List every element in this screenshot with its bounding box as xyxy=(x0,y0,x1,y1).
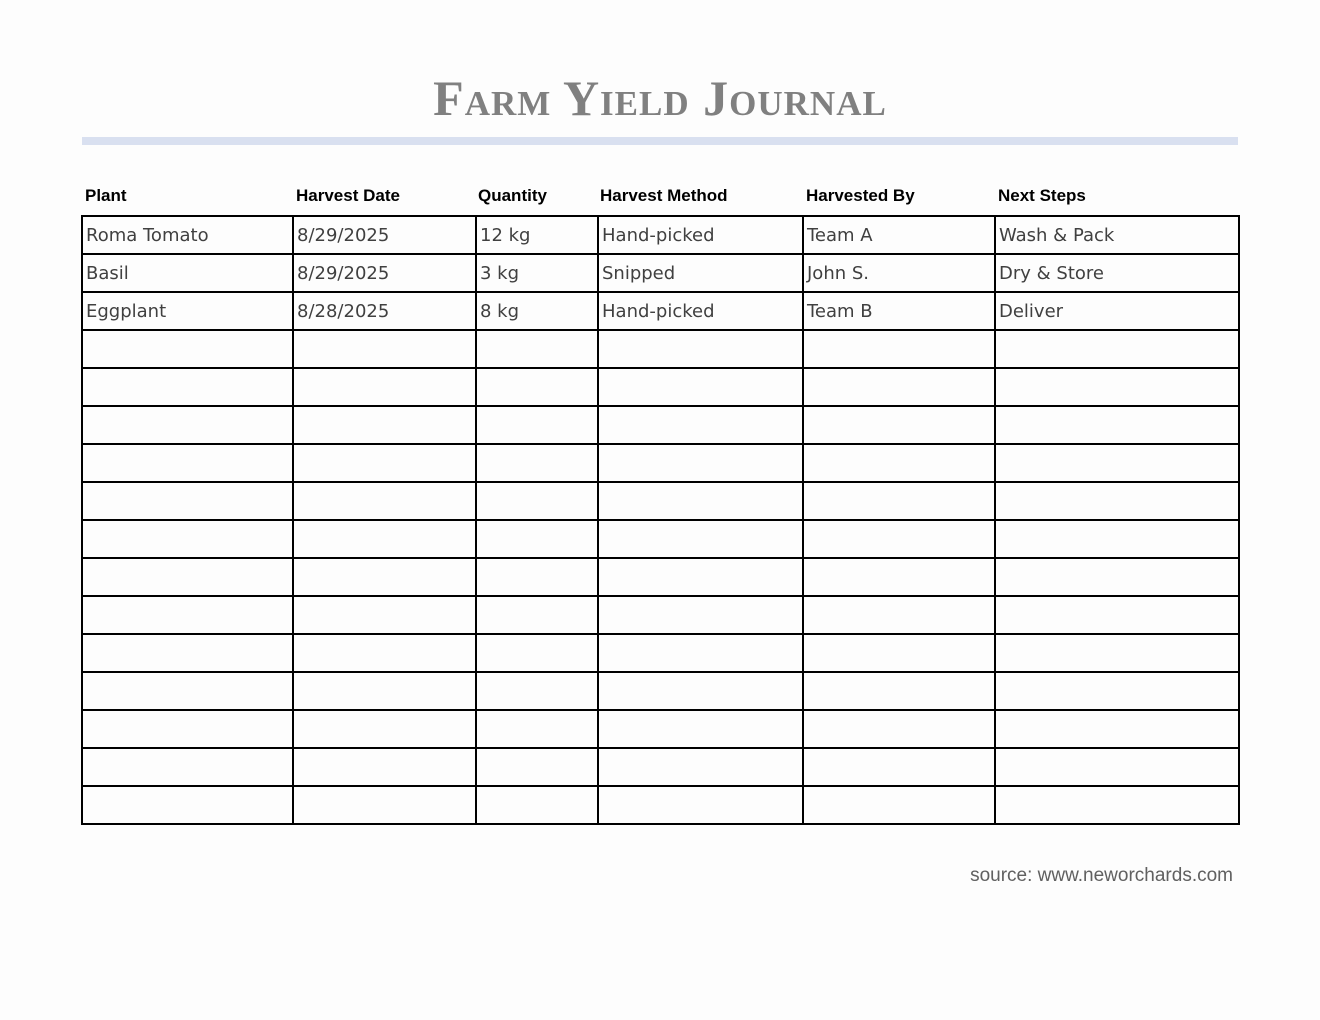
cell-plant[interactable] xyxy=(82,786,293,824)
cell-plant[interactable]: Basil xyxy=(82,254,293,292)
cell-harvest-method[interactable] xyxy=(598,596,803,634)
cell-harvested-by[interactable] xyxy=(803,330,995,368)
cell-harvest-method[interactable] xyxy=(598,444,803,482)
cell-quantity[interactable] xyxy=(476,710,598,748)
cell-next-steps[interactable] xyxy=(995,786,1239,824)
cell-harvest-method[interactable]: Snipped xyxy=(598,254,803,292)
cell-harvested-by[interactable] xyxy=(803,558,995,596)
cell-harvested-by[interactable]: Team B xyxy=(803,292,995,330)
cell-plant[interactable] xyxy=(82,558,293,596)
cell-harvest-date[interactable] xyxy=(293,710,476,748)
cell-quantity[interactable] xyxy=(476,558,598,596)
cell-harvest-method[interactable] xyxy=(598,406,803,444)
header-harvest-method: Harvest Method xyxy=(600,186,728,205)
cell-quantity[interactable]: 8 kg xyxy=(476,292,598,330)
cell-quantity[interactable]: 12 kg xyxy=(476,216,598,254)
cell-harvested-by[interactable] xyxy=(803,482,995,520)
cell-harvest-date[interactable] xyxy=(293,558,476,596)
table-row xyxy=(82,444,1239,482)
cell-next-steps[interactable] xyxy=(995,482,1239,520)
cell-quantity[interactable] xyxy=(476,786,598,824)
table-row xyxy=(82,482,1239,520)
cell-harvest-date[interactable] xyxy=(293,786,476,824)
table-row xyxy=(82,596,1239,634)
cell-harvest-method[interactable] xyxy=(598,672,803,710)
cell-harvest-method[interactable] xyxy=(598,520,803,558)
cell-plant[interactable] xyxy=(82,330,293,368)
title-divider xyxy=(82,137,1238,145)
cell-plant[interactable] xyxy=(82,406,293,444)
header-quantity: Quantity xyxy=(478,186,547,205)
cell-harvest-date[interactable] xyxy=(293,368,476,406)
table-row xyxy=(82,254,1239,292)
cell-plant[interactable] xyxy=(82,368,293,406)
cell-harvest-date[interactable] xyxy=(293,748,476,786)
cell-quantity[interactable] xyxy=(476,748,598,786)
cell-quantity[interactable] xyxy=(476,634,598,672)
cell-harvest-method[interactable] xyxy=(598,786,803,824)
cell-harvested-by[interactable]: Team A xyxy=(803,216,995,254)
table-row xyxy=(82,406,1239,444)
cell-next-steps[interactable] xyxy=(995,444,1239,482)
cell-plant[interactable] xyxy=(82,710,293,748)
cell-quantity[interactable] xyxy=(476,596,598,634)
cell-harvest-method[interactable]: Hand-picked xyxy=(598,216,803,254)
header-harvest-date: Harvest Date xyxy=(296,186,400,205)
cell-next-steps[interactable]: Dry & Store xyxy=(995,254,1239,292)
table-row xyxy=(82,330,1239,368)
cell-quantity[interactable] xyxy=(476,672,598,710)
cell-plant[interactable] xyxy=(82,520,293,558)
cell-harvest-method[interactable] xyxy=(598,634,803,672)
cell-plant[interactable] xyxy=(82,672,293,710)
cell-next-steps[interactable] xyxy=(995,748,1239,786)
cell-harvested-by[interactable] xyxy=(803,520,995,558)
cell-quantity[interactable] xyxy=(476,520,598,558)
cell-harvested-by[interactable] xyxy=(803,596,995,634)
cell-next-steps[interactable]: Deliver xyxy=(995,292,1239,330)
cell-harvest-date[interactable] xyxy=(293,634,476,672)
cell-quantity[interactable]: 3 kg xyxy=(476,254,598,292)
cell-harvest-date[interactable] xyxy=(293,406,476,444)
cell-quantity[interactable] xyxy=(476,406,598,444)
cell-harvest-date[interactable] xyxy=(293,596,476,634)
table-row xyxy=(82,634,1239,672)
cell-quantity[interactable] xyxy=(476,482,598,520)
cell-plant[interactable] xyxy=(82,596,293,634)
cell-harvested-by[interactable] xyxy=(803,406,995,444)
cell-quantity[interactable] xyxy=(476,444,598,482)
cell-next-steps[interactable] xyxy=(995,558,1239,596)
cell-quantity[interactable] xyxy=(476,368,598,406)
cell-plant[interactable] xyxy=(82,748,293,786)
cell-plant[interactable]: Eggplant xyxy=(82,292,293,330)
header-next-steps: Next Steps xyxy=(998,186,1086,205)
cell-harvest-date[interactable] xyxy=(293,330,476,368)
header-harvested-by: Harvested By xyxy=(806,186,915,205)
cell-next-steps[interactable] xyxy=(995,406,1239,444)
cell-next-steps[interactable]: Wash & Pack xyxy=(995,216,1239,254)
yield-table xyxy=(81,215,1240,825)
cell-harvested-by[interactable]: John S. xyxy=(803,254,995,292)
cell-harvested-by[interactable] xyxy=(803,786,995,824)
cell-harvest-method[interactable] xyxy=(598,330,803,368)
cell-plant[interactable] xyxy=(82,482,293,520)
cell-plant[interactable] xyxy=(82,634,293,672)
cell-quantity[interactable] xyxy=(476,330,598,368)
table-row xyxy=(82,558,1239,596)
table-row xyxy=(82,520,1239,558)
table-row xyxy=(82,292,1239,330)
cell-harvest-date[interactable]: 8/28/2025 xyxy=(293,292,476,330)
table-row xyxy=(82,710,1239,748)
cell-harvested-by[interactable] xyxy=(803,634,995,672)
cell-next-steps[interactable] xyxy=(995,596,1239,634)
page-title: Farm Yield Journal xyxy=(433,70,887,126)
table-row xyxy=(82,672,1239,710)
cell-harvest-date[interactable]: 8/29/2025 xyxy=(293,216,476,254)
cell-next-steps[interactable] xyxy=(995,672,1239,710)
cell-harvest-method[interactable] xyxy=(598,482,803,520)
cell-plant[interactable] xyxy=(82,444,293,482)
cell-harvest-date[interactable] xyxy=(293,444,476,482)
cell-harvest-date[interactable] xyxy=(293,520,476,558)
cell-harvest-method[interactable] xyxy=(598,710,803,748)
cell-harvest-date[interactable]: 8/29/2025 xyxy=(293,254,476,292)
cell-next-steps[interactable] xyxy=(995,634,1239,672)
cell-harvest-method[interactable] xyxy=(598,368,803,406)
cell-harvest-date[interactable] xyxy=(293,672,476,710)
cell-next-steps[interactable] xyxy=(995,710,1239,748)
cell-harvest-method[interactable] xyxy=(598,558,803,596)
cell-next-steps[interactable] xyxy=(995,368,1239,406)
table-row xyxy=(82,786,1239,824)
cell-harvest-date[interactable] xyxy=(293,482,476,520)
cell-next-steps[interactable] xyxy=(995,520,1239,558)
cell-harvested-by[interactable] xyxy=(803,748,995,786)
header-plant: Plant xyxy=(85,186,127,205)
cell-harvested-by[interactable] xyxy=(803,710,995,748)
table-row xyxy=(82,368,1239,406)
cell-harvested-by[interactable] xyxy=(803,672,995,710)
cell-harvested-by[interactable] xyxy=(803,444,995,482)
table-row xyxy=(82,748,1239,786)
cell-next-steps[interactable] xyxy=(995,330,1239,368)
cell-harvest-method[interactable] xyxy=(598,748,803,786)
table-row xyxy=(82,216,1239,254)
source-credit: source: www.neworchards.com xyxy=(970,865,1233,886)
cell-plant[interactable]: Roma Tomato xyxy=(82,216,293,254)
column-headers xyxy=(0,184,1320,210)
cell-harvest-method[interactable]: Hand-picked xyxy=(598,292,803,330)
cell-harvested-by[interactable] xyxy=(803,368,995,406)
